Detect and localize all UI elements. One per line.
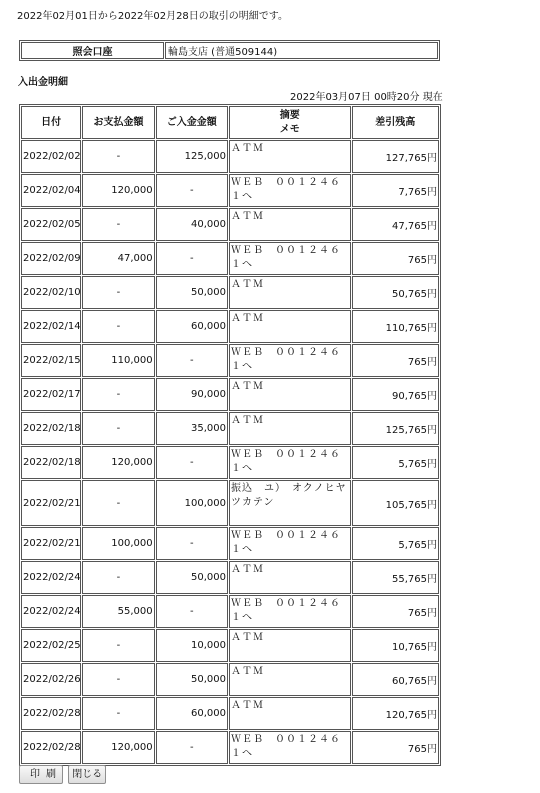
balance-cell: 765円	[352, 344, 439, 377]
date-cell: 2022/02/21	[21, 527, 81, 560]
deposit-cell: 90,000	[156, 378, 228, 411]
header-date: 日付	[21, 106, 81, 139]
balance-cell: 5,765円	[352, 446, 439, 479]
balance-cell: 90,765円	[352, 378, 439, 411]
table-row	[21, 629, 439, 662]
table-row	[21, 174, 439, 207]
summary-cell: ＡＴＭ	[229, 140, 351, 173]
header-summary: 摘要	[279, 109, 300, 121]
table-row	[21, 344, 439, 377]
deposit-cell: 50,000	[156, 561, 228, 594]
date-cell: 2022/02/24	[21, 595, 81, 628]
summary-cell: ＷＥＢ ００１２４６１へ	[229, 595, 351, 628]
deposit-cell: 10,000	[156, 629, 228, 662]
payment-cell: -	[82, 208, 154, 241]
payment-cell: 120,000	[82, 731, 154, 764]
date-cell: 2022/02/24	[21, 561, 81, 594]
deposit-cell: 125,000	[156, 140, 228, 173]
account-label: 照会口座	[21, 42, 164, 59]
table-header-row	[21, 106, 439, 139]
table-row	[21, 378, 439, 411]
balance-cell: 60,765円	[352, 663, 439, 696]
payment-cell: 100,000	[82, 527, 154, 560]
date-cell: 2022/02/28	[21, 731, 81, 764]
date-cell: 2022/02/15	[21, 344, 81, 377]
date-cell: 2022/02/26	[21, 663, 81, 696]
table-row	[21, 561, 439, 594]
payment-cell: -	[82, 276, 154, 309]
balance-cell: 7,765円	[352, 174, 439, 207]
payment-cell: 110,000	[82, 344, 154, 377]
balance-cell: 50,765円	[352, 276, 439, 309]
balance-cell: 105,765円	[352, 480, 439, 526]
summary-cell: ＡＴＭ	[229, 310, 351, 343]
payment-cell: -	[82, 310, 154, 343]
date-cell: 2022/02/18	[21, 412, 81, 445]
balance-cell: 5,765円	[352, 527, 439, 560]
summary-cell: ＡＴＭ	[229, 629, 351, 662]
balance-cell: 127,765円	[352, 140, 439, 173]
table-row	[21, 595, 439, 628]
deposit-cell: -	[156, 174, 228, 207]
summary-cell: ＷＥＢ ００１２４６１へ	[229, 446, 351, 479]
table-row	[21, 731, 439, 764]
summary-cell: ＡＴＭ	[229, 412, 351, 445]
balance-cell: 55,765円	[352, 561, 439, 594]
payment-cell: -	[82, 480, 154, 526]
deposit-cell: 60,000	[156, 310, 228, 343]
summary-cell: ＷＥＢ ００１２４６１へ	[229, 527, 351, 560]
date-cell: 2022/02/09	[21, 242, 81, 275]
date-cell: 2022/02/10	[21, 276, 81, 309]
header-payment: お支払金額	[82, 106, 154, 139]
summary-cell: 振込 ユ） オクノヒヤツカテン	[229, 480, 351, 526]
header-memo: メモ	[279, 123, 300, 135]
summary-cell: ＡＴＭ	[229, 561, 351, 594]
payment-cell: -	[82, 629, 154, 662]
balance-cell: 765円	[352, 242, 439, 275]
deposit-cell: -	[156, 446, 228, 479]
intro-text: 2022年02月01日から2022年02月28日の取引の明細です。	[17, 11, 288, 22]
table-row	[21, 446, 439, 479]
header-balance: 差引残高	[352, 106, 439, 139]
date-cell: 2022/02/02	[21, 140, 81, 173]
deposit-cell: 50,000	[156, 276, 228, 309]
deposit-cell: 40,000	[156, 208, 228, 241]
summary-cell: ＷＥＢ ００１２４６１へ	[229, 242, 351, 275]
deposit-cell: -	[156, 344, 228, 377]
table-row	[21, 140, 439, 173]
balance-cell: 765円	[352, 731, 439, 764]
as-of-timestamp: 2022年03月07日 00時20分 現在	[290, 92, 443, 103]
table-row	[21, 663, 439, 696]
payment-cell: 55,000	[82, 595, 154, 628]
header-deposit: ご入金金額	[156, 106, 228, 139]
header-summary-memo	[229, 106, 351, 139]
payment-cell: -	[82, 663, 154, 696]
table-row	[21, 310, 439, 343]
summary-cell: ＡＴＭ	[229, 276, 351, 309]
payment-cell: -	[82, 697, 154, 730]
table-row	[21, 527, 439, 560]
summary-cell: ＡＴＭ	[229, 208, 351, 241]
button-bar	[19, 765, 108, 784]
date-cell: 2022/02/04	[21, 174, 81, 207]
deposit-cell: 60,000	[156, 697, 228, 730]
account-value: 輪島支店 (普通509144)	[165, 42, 438, 59]
deposit-cell: -	[156, 731, 228, 764]
summary-cell: ＡＴＭ	[229, 378, 351, 411]
table-row	[21, 697, 439, 730]
print-button[interactable]: 印刷	[19, 765, 63, 784]
table-row	[21, 208, 439, 241]
summary-cell: ＷＥＢ ００１２４６１へ	[229, 344, 351, 377]
account-row	[21, 42, 438, 59]
deposit-cell: -	[156, 595, 228, 628]
date-cell: 2022/02/21	[21, 480, 81, 526]
date-cell: 2022/02/18	[21, 446, 81, 479]
deposit-cell: 50,000	[156, 663, 228, 696]
payment-cell: -	[82, 412, 154, 445]
deposit-cell: 100,000	[156, 480, 228, 526]
balance-cell: 47,765円	[352, 208, 439, 241]
deposit-cell: 35,000	[156, 412, 228, 445]
payment-cell: 47,000	[82, 242, 154, 275]
payment-cell: -	[82, 140, 154, 173]
summary-cell: ＡＴＭ	[229, 697, 351, 730]
date-cell: 2022/02/25	[21, 629, 81, 662]
table-row	[21, 276, 439, 309]
summary-cell: ＷＥＢ ００１２４６１へ	[229, 174, 351, 207]
balance-cell: 765円	[352, 595, 439, 628]
date-cell: 2022/02/17	[21, 378, 81, 411]
date-cell: 2022/02/05	[21, 208, 81, 241]
summary-cell: ＡＴＭ	[229, 663, 351, 696]
payment-cell: 120,000	[82, 446, 154, 479]
balance-cell: 120,765円	[352, 697, 439, 730]
section-title: 入出金明細	[18, 77, 68, 88]
balance-cell: 10,765円	[352, 629, 439, 662]
table-row	[21, 242, 439, 275]
payment-cell: -	[82, 561, 154, 594]
date-cell: 2022/02/14	[21, 310, 81, 343]
balance-cell: 125,765円	[352, 412, 439, 445]
summary-cell: ＷＥＢ ００１２４６１へ	[229, 731, 351, 764]
table-row	[21, 412, 439, 445]
payment-cell: 120,000	[82, 174, 154, 207]
date-cell: 2022/02/28	[21, 697, 81, 730]
account-table	[19, 40, 440, 61]
deposit-cell: -	[156, 242, 228, 275]
transaction-rows	[21, 140, 439, 764]
payment-cell: -	[82, 378, 154, 411]
deposit-cell: -	[156, 527, 228, 560]
close-button[interactable]: 閉じる	[68, 765, 106, 784]
balance-cell: 110,765円	[352, 310, 439, 343]
transaction-table	[19, 104, 441, 766]
table-row	[21, 480, 439, 526]
